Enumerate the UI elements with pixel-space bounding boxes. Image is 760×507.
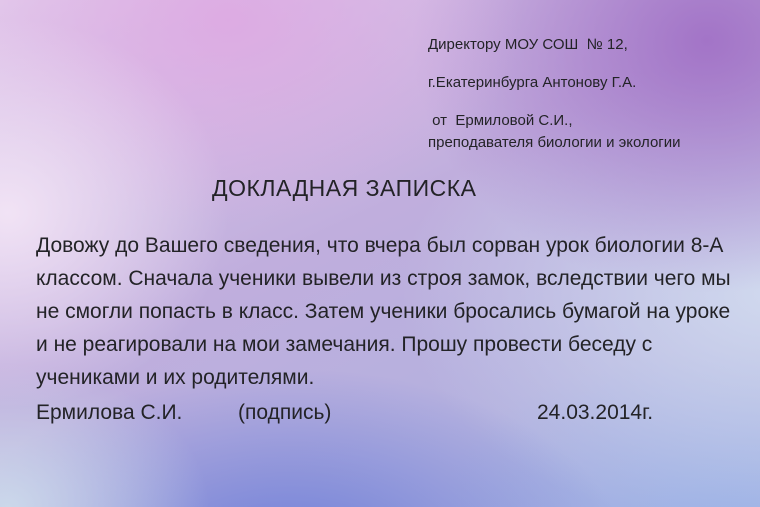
signature-row	[0, 401, 760, 431]
body-line: учениками и их родителями.	[36, 366, 315, 389]
recipient-line-city: г.Екатеринбурга Антонову Г.А.	[428, 74, 637, 91]
sender-line-name: от Ермиловой С.И.,	[428, 112, 573, 129]
signature-author: Ермилова С.И.	[36, 401, 183, 424]
document-title: ДОКЛАДНАЯ ЗАПИСКА	[212, 175, 477, 201]
recipient-block	[428, 36, 681, 152]
document-body	[36, 229, 750, 394]
body-line: не смогли попасть в класс. Затем ученики бросались бумагой на уроке	[36, 300, 731, 323]
signature-placeholder: (подпись)	[238, 401, 332, 424]
recipient-line-addressee: Директору МОУ СОШ № 12,	[428, 36, 628, 53]
sender-line-position: преподавателя биологии и экологии	[428, 134, 681, 151]
signature-date: 24.03.2014г.	[537, 401, 654, 424]
body-line: и не реагировали на мои замечания. Прошу провести беседу с	[36, 333, 653, 356]
body-line: классом. Сначала ученики вывели из строя замок, вследствии чего мы	[36, 267, 731, 290]
body-line: Довожу до Вашего сведения, что вчера был сорван урок биологии 8-А	[36, 234, 724, 257]
